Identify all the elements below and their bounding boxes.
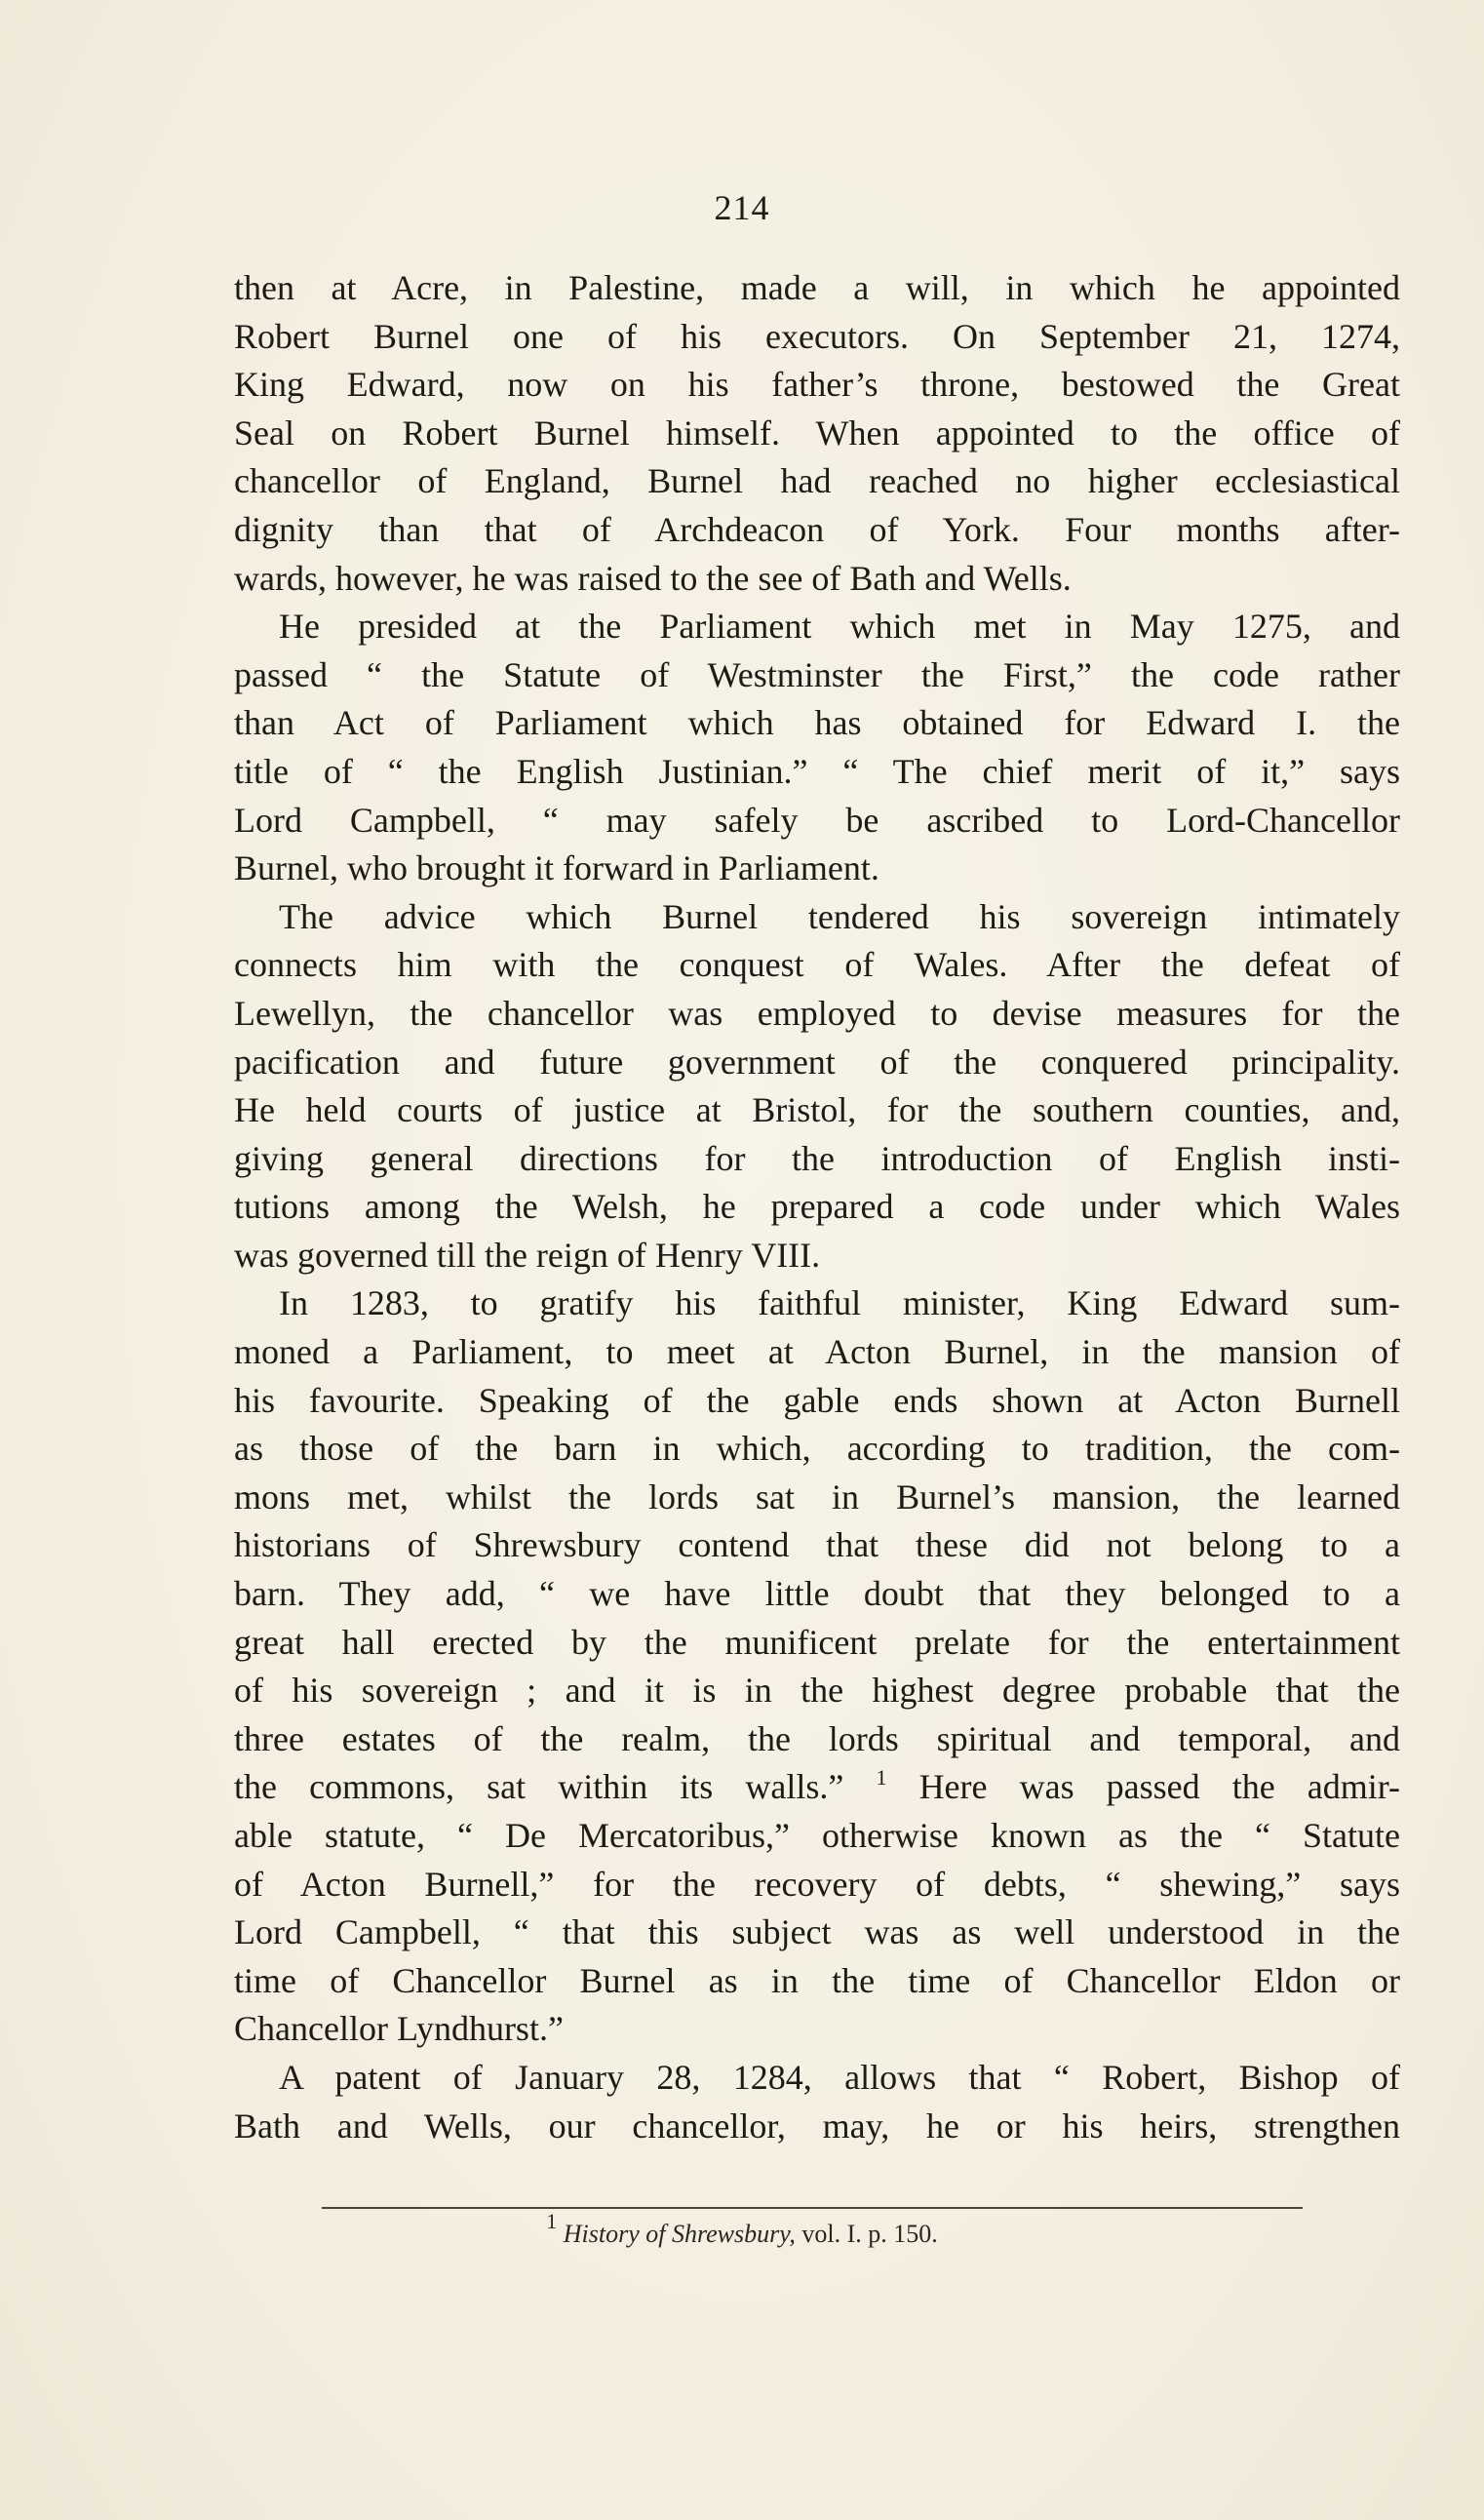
paragraph-start-line: In 1283, to gratify his faithful minister, King Edward sum- xyxy=(279,1283,1400,1323)
text-line: his favourite. Speaking of the gable ends shown at Acton Burnell xyxy=(234,1380,1400,1420)
text-line: moned a Parliament, to meet at Acton Burnel, in the mansion of xyxy=(234,1332,1400,1372)
text-line-with-footnote-ref xyxy=(234,1763,1400,1812)
text-line: connects him with the conquest of Wales. After the defeat of xyxy=(234,945,1400,985)
footnote-divider xyxy=(322,2207,1303,2209)
text-line: tutions among the Welsh, he prepared a code under which Wales xyxy=(234,1187,1400,1227)
text-line: as those of the barn in which, according to tradition, the com- xyxy=(234,1429,1400,1469)
text-line: able statute, “ De Mercatoribus,” otherwise known as the “ Statute xyxy=(234,1816,1400,1855)
footnote-citation: vol. I. p. 150. xyxy=(801,2220,938,2248)
page-number: 214 xyxy=(714,188,770,227)
paragraph-start-line: A patent of January 28, 1284, allows that “ Robert, Bishop of xyxy=(279,2057,1400,2097)
text-line: dignity than that of Archdeacon of York. Four months after- xyxy=(234,509,1400,549)
footnote-marker: 1 xyxy=(546,2209,558,2233)
text-line: barn. They add, “ we have little doubt that they belonged to a xyxy=(234,1574,1400,1614)
text-line: passed “ the Statute of Westminster the First,” the code rather xyxy=(234,654,1400,694)
text-line: of Acton Burnell,” for the recovery of debts, “ shewing,” says xyxy=(234,1864,1400,1904)
footnote-reference[interactable]: 1 xyxy=(876,1765,887,1791)
text-line: historians of Shrewsbury contend that these did not belong to a xyxy=(234,1525,1400,1565)
text-line: giving general directions for the introduction of English insti- xyxy=(234,1138,1400,1178)
text-line: great hall erected by the munificent prelate for the entertainment xyxy=(234,1622,1400,1662)
text-line: then at Acre, in Palestine, made a will, in which he appointed xyxy=(234,268,1400,307)
text-line: pacification and future government of the conquered principality. xyxy=(234,1042,1400,1082)
paragraph-start-line: The advice which Burnel tendered his sovereign intimately xyxy=(279,896,1400,936)
text-line: Bath and Wells, our chancellor, may, he or his heirs, strengthen xyxy=(234,2106,1400,2146)
text-line: three estates of the realm, the lords spiritual and temporal, and xyxy=(234,1718,1400,1758)
footnote-title: History of Shrewsbury, xyxy=(563,2220,796,2248)
text-line: title of “ the English Justinian.” “ The chief merit of it,” says xyxy=(234,751,1400,791)
text-line: than Act of Parliament which has obtained for Edward I. the xyxy=(234,703,1400,743)
body-text xyxy=(234,264,1400,2150)
text-line: King Edward, now on his father’s throne, bestowed the Great xyxy=(234,365,1400,405)
text-line: mons met, whilst the lords sat in Burnel’s mansion, the learned xyxy=(234,1477,1400,1516)
text-line: Lewellyn, the chancellor was employed to devise measures for the xyxy=(234,993,1400,1033)
text-line: Lord Campbell, “ that this subject was as well understood in the xyxy=(234,1912,1400,1952)
text-fragment: the commons, sat within its walls.” xyxy=(234,1767,844,1807)
text-line: of his sovereign ; and it is in the highest degree probable that the xyxy=(234,1671,1400,1711)
text-fragment: Here was passed the admir- xyxy=(918,1767,1401,1807)
text-line: Burnel, who brought it forward in Parliament. xyxy=(234,848,879,888)
text-line: wards, however, he was raised to the see of Bath and Wells. xyxy=(234,558,1072,598)
text-line: was governed till the reign of Henry VIII. xyxy=(234,1235,821,1275)
text-line: Seal on Robert Burnel himself. When appointed to the office of xyxy=(234,413,1400,453)
text-line: Chancellor Lyndhurst.” xyxy=(234,2009,564,2049)
text-line: chancellor of England, Burnel had reached no higher ecclesiastical xyxy=(234,461,1400,501)
text-line: Robert Burnel one of his executors. On September 21, 1274, xyxy=(234,316,1400,356)
paragraph-start-line: He presided at the Parliament which met in May 1275, and xyxy=(279,607,1400,647)
text-line: time of Chancellor Burnel as in the time of Chancellor Eldon or xyxy=(234,1960,1400,2000)
text-line: Lord Campbell, “ may safely be ascribed to Lord-Chancellor xyxy=(234,800,1400,840)
text-line: He held courts of justice at Bristol, for the southern counties, and, xyxy=(234,1090,1400,1130)
footnote xyxy=(0,2209,1484,2249)
